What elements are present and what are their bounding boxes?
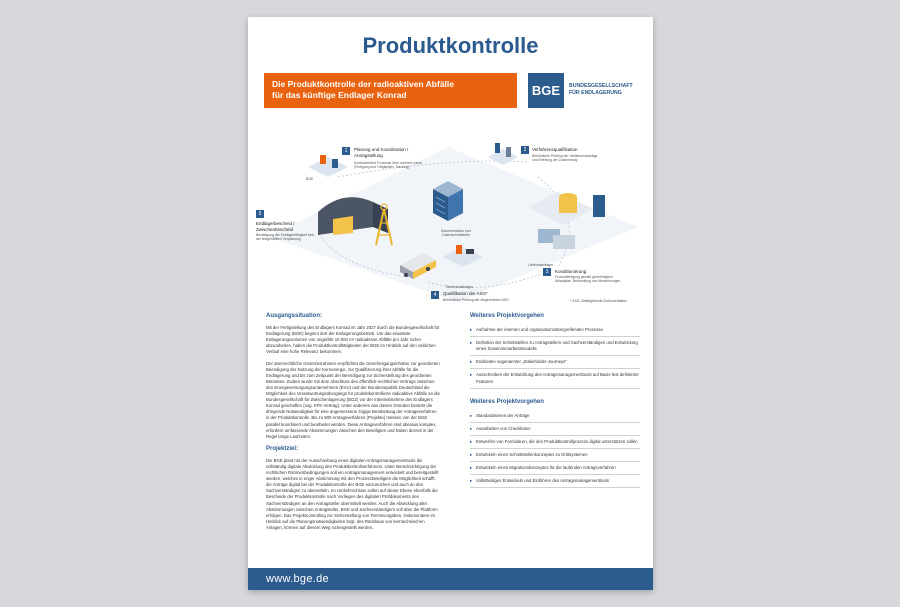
step-3-desc: Produktfertigung gemäß genehmigtem Ablaufplan, Behandlung von Abweichungen [555,275,621,284]
meeting-scene [308,155,348,177]
list-item: ▸ Ausarbeiten von Checklisten [470,424,640,436]
bge-scene-label: BGE [306,177,314,181]
list-item: ▸ Entwickeln eines Schnittstellenkonzeptes zu Drittsystemen [470,450,640,462]
bullet-icon: ▸ [470,412,473,418]
list-vorgehen-1 [470,325,640,389]
list-item: ▸ Standardisieren der Anträge [470,411,640,423]
step-3-title: Konditionierung [555,269,587,274]
bullet-icon: ▸ [470,340,473,346]
bge-logo-mark: BGE [528,73,564,108]
list-item: ▸ Erarbeiten sogenannter „Stakeholder-Journeys“ [470,357,640,369]
step-4-desc: Behördliche Prüfung der eingereichten ASG [443,298,509,302]
infographic-footnote: * ASG: Abfallgebinde-Dokumentation [570,299,628,303]
banner-line-1: Die Produktkontrolle der radioaktiven Abfälle [272,79,455,89]
lager-label: Lieferantenlager [528,263,554,267]
subtitle-banner [264,73,517,108]
step-2-number: 2 [521,146,529,154]
step-5-desc: Bestätigung der Endlagerfähigkeit bzw. der festgestellten Verpackung [256,233,315,242]
step-2-title: Verfahrensqualifikation [532,147,578,152]
step-1-desc: Kontinuierliche Prozesse über mehrere Jahre (Fertigung und Tätigkeiten, Tracking) [354,161,423,170]
heading-vorgehen-2: Weiteres Projektvorgehen [470,398,544,405]
step-4-number: 4 [431,291,439,299]
bullet-icon: ▸ [470,438,473,444]
central-server [433,181,463,221]
heading-ausgangssituation: Ausgangssituation: [266,313,323,319]
list-item: ▸ Aufnahme der internen und organisationsübergreifenden Prozesse [470,325,640,337]
list-item: ▸ Ausschreiben der Entwicklung des Antragsmanagementtools auf Basis fest definierter Features [470,370,640,388]
process-infographic [248,117,653,307]
step-2-desc: Behördliche Prüfung der Verfahrensanträge und Erteilung der Zustimmung [532,154,598,163]
list-item: ▸ Definition der Schnittstellen zu Antragstellern und Sachverständigen und Entwicklung eines Zusammenarbeitsmodells [470,338,640,356]
list-vorgehen-2 [470,411,640,489]
step-3-number: 3 [543,268,551,276]
step-5-number: 5 [256,210,264,218]
right-column [470,313,640,489]
list-item: ▸ Entwickeln eines Migrationskonzeptes für die laufenden Antragsverfahren [470,463,640,475]
footer-url[interactable]: www.bge.de [266,573,329,585]
bullet-icon: ▸ [470,478,473,484]
left-column [266,313,441,536]
paragraph-2: Der atomrechtliche Gesetzesrahmen verpflichtet die Genehmigungsinhaber zur geordneten Beendigung der Nutzung der Kernenergie, zur Qualifizierung ihrer Abfälle für die Endlagerung und bis zum Zeitpunkt der Beendigung zur Sicherstellung des geordneten Betriebes. Zudem wurde mit dem Abschluss des öffentlich-rechtlichen Vertrags zwischen den Energieversorgungsunternehmen (EVU) und der Bundesrepublik Deutschland die Möglichkeit des Verantwortungsübergangs für produktkontrollierte radioaktive Abfälle an die Bundesgesellschaft für Zwischenlagerung (BGZ) vor der Inbetriebnahme des Endlagers Konrad geschaffen (sog. KFK-Vertrag). Unter anderem aus diesen Gründen besteht die dringende Notwendigkeit für eine angemessene zügige Bearbeitung der Antragsverfahren in der Produktkontrolle. Bis zu 800 Antragsverfahren (Projekte) müssen von der BGE parallel koordiniert und bearbeitet werden. Diese Antragsverfahren sind überaus komplex, erfordern umfassende Abstimmungen zwischen den Beteiligten und haben derzeit in der Regel lange Laufzeiten. [266,360,440,439]
paragraph-1: Mit der Fertigstellung des Endlagers Konrad im Jahr 2027 durch die Bundesgesellschaft für Endlagerung (BGE) beginnt dort der Einlagerungsbetrieb. Um das erwartete Einlagerungsvolumen von ungefähr 10.000 m³ radioaktiver Abfälle pro Jahr sicher abzuarbeiten, haben die Produktkontrolltätigkeiten der BGE im Hinblick auf den zeitlichen Verlauf eine hohe Relevanz bekommen. [266,325,440,355]
page-title: Produktkontrolle [362,33,539,58]
step-4-title: Qualifikation der ASG* [443,291,488,296]
poster-sheet [248,17,653,590]
bullet-icon: ▸ [470,359,473,365]
heading-projektziel: Projektziel: [266,445,299,452]
list-item: ▸ Entwerfen von Formularen, die den Produktkontrollprozess digital unterstützen sollen [470,437,640,449]
step-1-title: Planung und Koordination / Antragstellung [354,147,409,158]
step-1-number: 1 [342,147,350,155]
bullet-icon: ▸ [470,372,473,378]
bge-logo-text [569,83,633,97]
heading-vorgehen-1: Weiteres Projektvorgehen [470,313,544,319]
step-5-title: Endlagerbescheid / Zwischenbescheid [256,221,295,232]
logo-line-1: BUNDESGESELLSCHAFT [569,83,633,89]
paragraph-3: Die BGE plant mit der Ausschreibung eines digitalen Antragsmanagementtools die vollständig digitale Abwicklung des Produktkontrollverfahrens. Unter Berücksichtigung der rechtlichen Rahmenbedingungen soll ein Antragsmanagement entwickelt und bereitgestellt werden, welches in enger Abstimmung mit den Prozessbeteiligten die Möglichkeit schafft, die Anträge digital bei der Produktkontrolle der BGE einzureichen und auch an den Sachverständigen zu übermitteln. Im Umkehrschluss sollen auf dieser Ebene ebenfalls die Bescheide der Produktkontrolle nach Vorliegen des digitalen Prüfdokuments des Sachverständigen an den Antragsteller übermittelt werden. Auch die Abwicklung aller Abstimmungen zwischen Antragsteller, BGE und Sachverständigem soll über die Plattform erfolgen. Das Projektcontrolling zur Sicherstellung von Terminvorgaben, insbesondere im Hinblick auf die Planungsnotwendigkeiten bzgl. des Rückbaus von kerntechnischen Anlagen, können auf diesem Weg sichergestellt werden. [266,457,439,530]
sv-label: Sachverständiger [446,285,474,289]
logo-line-2: FÜR ENDLAGERUNG [569,90,622,96]
list-item: ▸ Vollständiges Entwickeln und Einführen des Antragsmanagementtools [470,476,640,488]
center-label: Dokumentation und Datenschnittstelle [440,229,472,237]
bullet-icon: ▸ [470,452,473,458]
banner-line-2: für das künftige Endlager Konrad [272,90,407,100]
bullet-icon: ▸ [470,425,473,431]
bullet-icon: ▸ [470,465,473,471]
footer-bar [248,568,653,590]
bullet-icon: ▸ [470,327,473,333]
